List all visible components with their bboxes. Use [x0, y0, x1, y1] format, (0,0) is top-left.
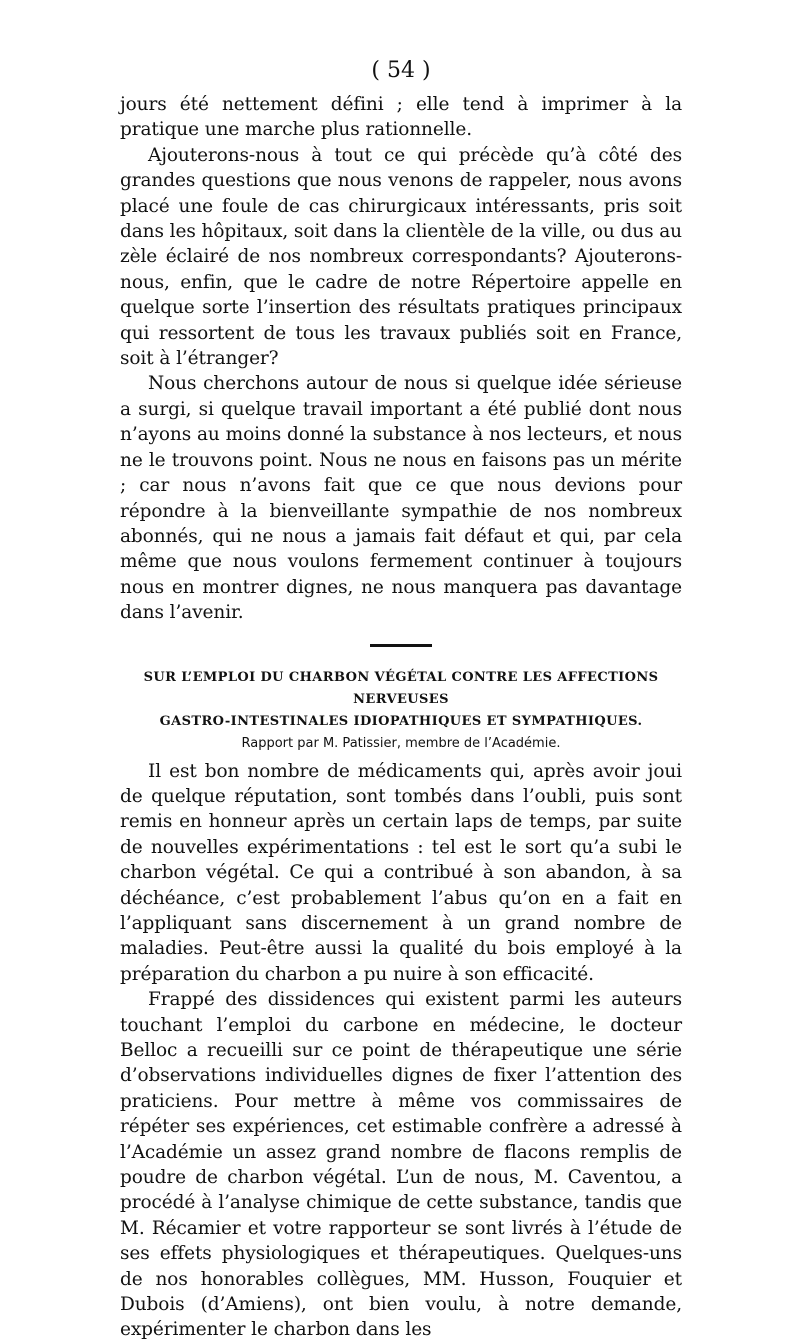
paragraph-belloc: Frappé des dissidences qui existent parmi les auteurs touchant l’emploi du carbone en médecine, le docteur Belloc a recueilli sur ce point de thérapeutique une série d’observations individuelles dignes de fixer l’attention des praticiens. Pour mettre à même vos commissaires de répéter ses expériences, cet estimable confrère a adressé à l’Académie un assez grand nombre de flacons remplis de poudre de charbon végétal. L’un de nous, M. Caventou, a procédé à l’analyse chimique de cette substance, tandis que M. Récamier et votre rapporteur se sont livrés à l’étude de ses effets physiologiques et thérapeutiques. Quelques-uns de nos honorables collègues, MM. Husson, Fouquier et Dubois (d’Amiens), ont bien voulu, à notre demande, expérimenter le charbon dans les	[120, 989, 682, 1341]
paragraph-medicaments: Il est bon nombre de médicaments qui, après avoir joui de quelque réputation, sont tombés dans l’oubli, puis sont remis en honneur après un certain laps de temps, par suite de nouvelles expérimentations : tel est le sort qu’a subi le charbon végétal. Ce qui a contribué à son abandon, à sa déchéance, c’est probablement l’abus qu’on en a fait en l’appliquant sans discernement à un grand nombre de maladies. Peut-être aussi la qualité du bois employé à la préparation du charbon a pu nuire à son efficacité.	[120, 760, 682, 985]
book-page	[120, 58, 682, 1343]
section-divider	[370, 644, 432, 647]
article-title-line-1: SUR L’EMPLOI DU CHARBON VÉGÉTAL CONTRE LES AFFECTIONS NERVEUSES	[143, 669, 659, 707]
paragraph-continuation: jours été nettement défini ; elle tend à imprimer à la pratique une marche plus rationnelle.	[120, 94, 682, 141]
paragraph-readers: Nous cherchons autour de nous si quelque idée sérieuse a surgi, si quelque travail important a été publié dont nous n’ayons au moins donné la substance à nos lecteurs, et nous ne le trouvons point. Nous ne nous en faisons pas un mérite ; car nous n’avons fait que ce que nous devions pour répondre à la bienveillante sympathie de nos nombreux abonnés, qui ne nous a jamais fait défaut et qui, par cela même que nous voulons fermement continuer à toujours nous en montrer dignes, ne nous manquera pas davantage dans l’avenir.	[120, 373, 682, 624]
article-title-line-2: GASTRO-INTESTINALES IDIOPATHIQUES ET SYMPATHIQUES.	[159, 713, 643, 729]
page-number: ( 54 )	[371, 58, 431, 83]
report-byline: Rapport par M. Patissier, membre de l’Académie.	[241, 735, 561, 751]
paragraph-repertoire: Ajouterons-nous à tout ce qui précède qu’à côté des grandes questions que nous venons de rappeler, nous avons placé une foule de cas chirurgicaux intéressants, pris soit dans les hôpitaux, soit dans la clientèle de la ville, ou dus au zèle éclairé de nos nombreux correspondants? Ajouterons-nous, enfin, que le cadre de notre Répertoire appelle en quelque sorte l’insertion des résultats pratiques principaux qui ressortent de tous les travaux publiés soit en France, soit à l’étranger?	[120, 144, 682, 370]
